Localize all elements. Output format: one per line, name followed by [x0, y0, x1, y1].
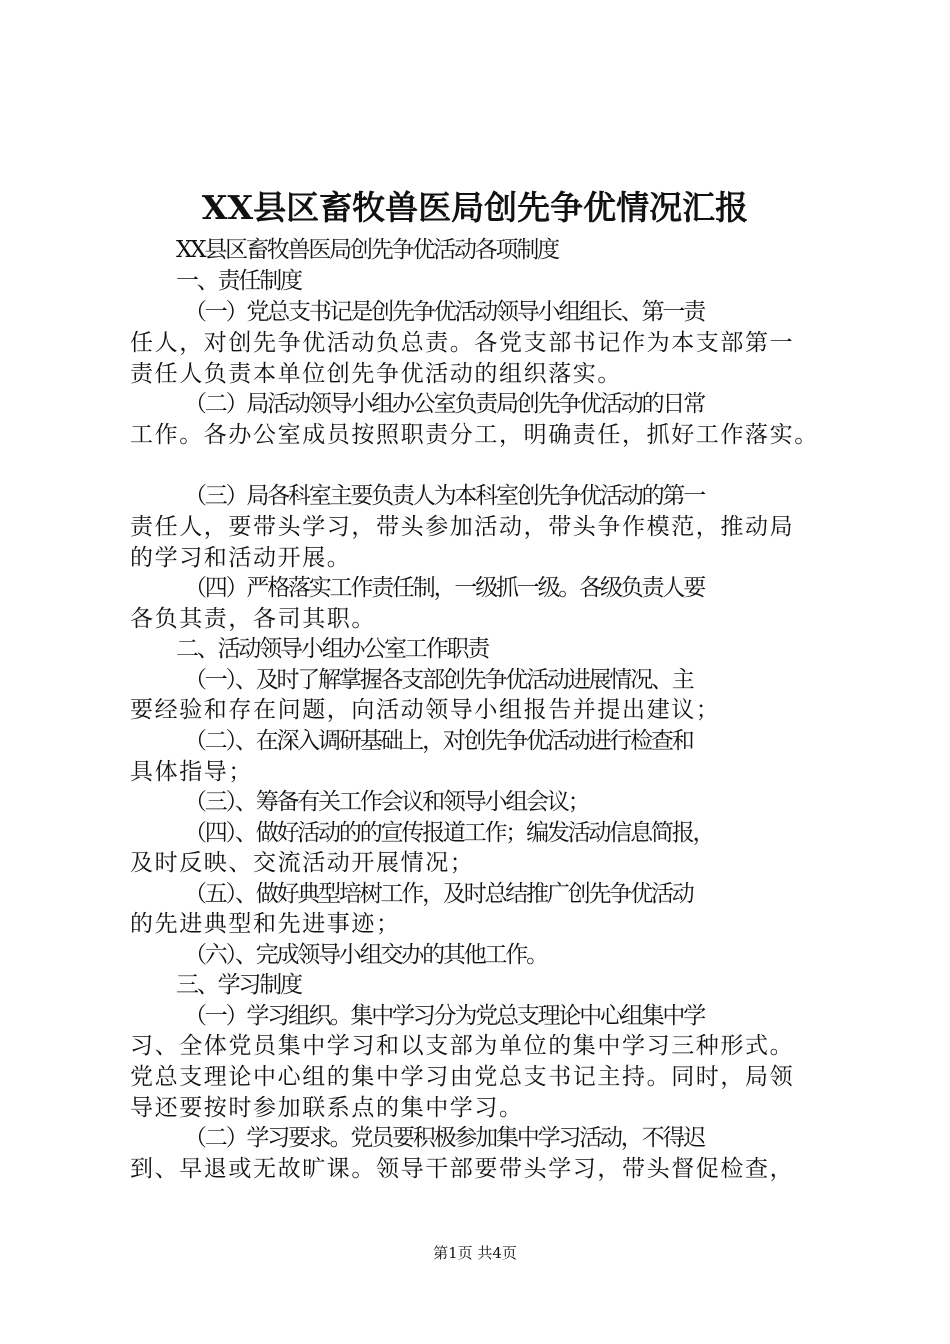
body-line: （五）、做好典型培树工作，及时总结推广创先争优活动: [184, 881, 693, 907]
body-line: 及时反映、交流活动开展情况；: [130, 850, 475, 876]
body-line: 责任人负责本单位创先争优活动的组织落实。: [130, 361, 622, 387]
body-line: 导还要按时参加联系点的集中学习。: [130, 1095, 524, 1121]
section-heading: 一、责任制度: [176, 268, 301, 294]
body-line: （一）、及时了解掌握各支部创先争优活动进展情况、主: [184, 667, 693, 693]
subtitle-line: XX县区畜牧兽医局创先争优活动各项制度: [176, 237, 558, 263]
body-line: （四）严格落实工作责任制，一级抓一级。各级负责人要: [184, 575, 705, 601]
body-line: 责任人，要带头学习，带头参加活动，带头争作模范，推动局: [130, 514, 795, 540]
body-line: 各负其责，各司其职。: [130, 606, 376, 632]
body-line: 的学习和活动开展。: [130, 545, 352, 571]
body-line: 要经验和存在问题，向活动领导小组报告并提出建议；: [130, 697, 721, 723]
body-line: 到、早退或无故旷课。领导干部要带头学习，带头督促检查，: [130, 1156, 795, 1182]
section-heading: 三、学习制度: [176, 972, 301, 998]
body-line: （三）、筹备有关工作会议和领导小组会议；: [184, 789, 589, 815]
body-line: （二）学习要求。党员要积极参加集中学习活动，不得迟: [184, 1125, 705, 1151]
page-footer: 第1页 共4页: [433, 1244, 517, 1262]
body-line: 具体指导；: [130, 759, 253, 785]
body-line: （三）局各科室主要负责人为本科室创先争优活动的第一: [184, 483, 705, 509]
body-line: 任人，对创先争优活动负总责。各党支部书记作为本支部第一: [130, 330, 795, 356]
body-line: 习、全体党员集中学习和以支部为单位的集中学习三种形式。: [130, 1033, 795, 1059]
body-line: （六）、完成领导小组交办的其他工作。: [184, 942, 547, 968]
body-line: 工作。各办公室成员按照职责分工，明确责任，抓好工作落实。: [130, 422, 819, 448]
body-line: （四）、做好活动的的宣传报道工作；编发活动信息简报，: [184, 820, 714, 846]
body-line: （一）党总支书记是创先争优活动领导小组组长、第一责: [184, 299, 705, 325]
document-title: XX县区畜牧兽医局创先争优情况汇报: [201, 188, 749, 227]
body-line: （二）局活动领导小组办公室负责局创先争优活动的日常: [184, 391, 705, 417]
body-line: 党总支理论中心组的集中学习由党总支书记主持。同时，局领: [130, 1064, 795, 1090]
section-heading: 二、活动领导小组办公室工作职责: [176, 636, 489, 662]
body-line: （一）学习组织。集中学习分为党总支理论中心组集中学: [184, 1003, 705, 1029]
body-line: （二）、在深入调研基础上，对创先争优活动进行检查和: [184, 728, 693, 754]
body-line: 的先进典型和先进事迹；: [130, 911, 401, 937]
